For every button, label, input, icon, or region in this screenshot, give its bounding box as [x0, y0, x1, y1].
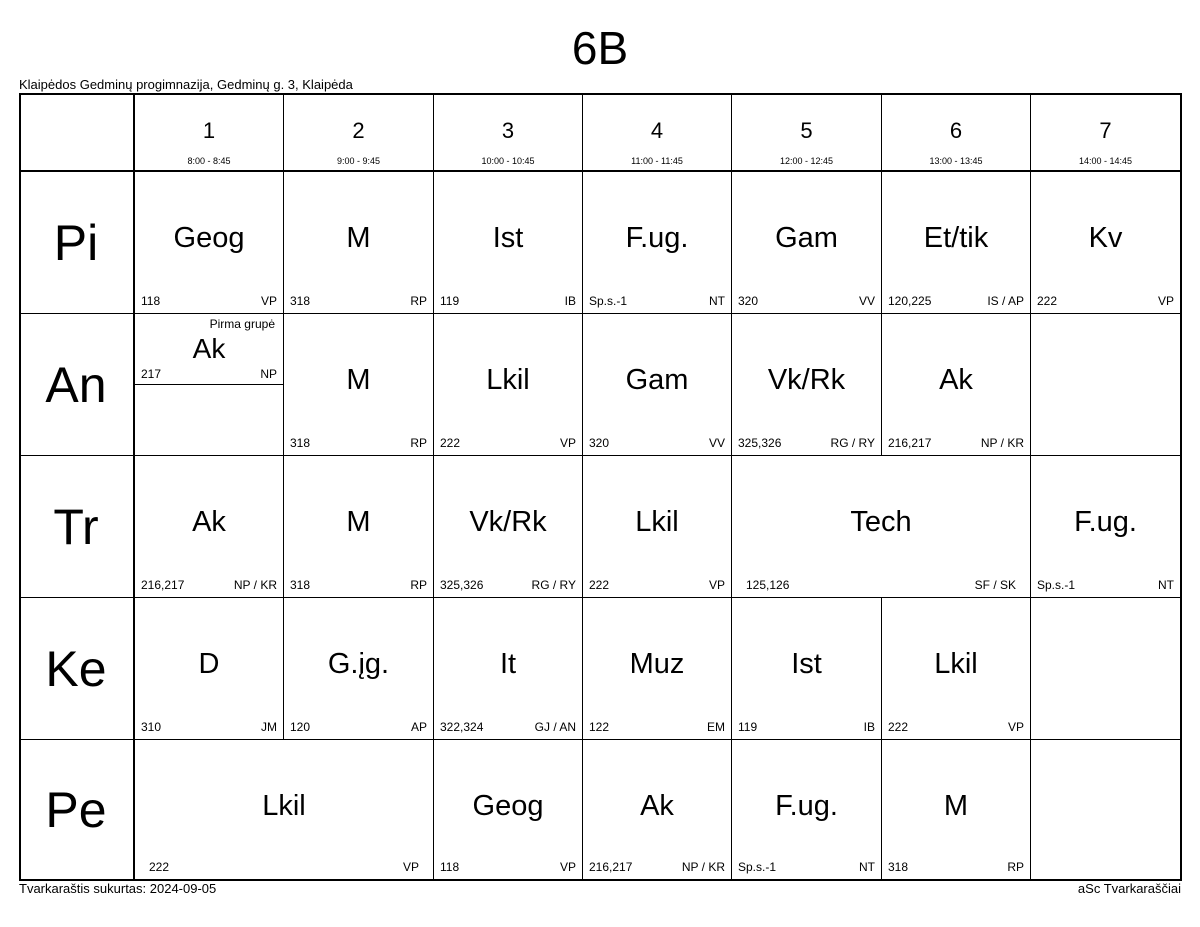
lesson-subject: Lkil: [486, 364, 530, 396]
empty-slot: [1031, 598, 1180, 740]
lesson-teacher: JM: [261, 720, 277, 734]
lesson-room: 222: [589, 578, 610, 592]
lesson-cell: [583, 598, 732, 740]
empty-slot: [1031, 740, 1180, 879]
lesson-cell: [732, 598, 882, 740]
lesson-teacher: IS / AP: [987, 294, 1024, 308]
lesson-subject: Et/tik: [923, 222, 989, 254]
lesson-cell: [135, 598, 284, 740]
period-time: 10:00 - 10:45: [481, 156, 535, 166]
day-name: Tr: [53, 498, 99, 555]
lesson-cell: [434, 314, 583, 456]
lesson-room: 325,326: [440, 578, 484, 592]
lesson-subject: It: [499, 648, 517, 680]
lesson-room: 322,324: [440, 720, 484, 734]
lesson-cell: [882, 314, 1031, 456]
period-header: [1031, 93, 1180, 172]
school-name: Klaipėdos Gedminų progimnazija, Gedminų g. 3, Klaipėda: [19, 77, 353, 92]
lesson-room: 320: [738, 294, 759, 308]
lesson-teacher: NP / KR: [681, 860, 725, 874]
lesson-room: 310: [141, 720, 162, 734]
lesson-room: Sp.s.-1: [738, 860, 777, 874]
lesson-teacher: VP: [1157, 294, 1174, 308]
lesson-cell: [1031, 456, 1180, 598]
lesson-cell: [434, 456, 583, 598]
lesson-teacher: VP: [708, 578, 725, 592]
corner-cell: [19, 93, 135, 172]
period-number: 4: [650, 118, 664, 143]
period-time: 14:00 - 14:45: [1078, 156, 1133, 166]
lesson-room: 217: [141, 367, 162, 381]
lesson-room: 222: [149, 860, 170, 874]
period-time: 12:00 - 12:45: [779, 156, 834, 166]
day-name: Pi: [53, 214, 99, 271]
day-label: [19, 172, 135, 314]
lesson-subject: F.ug.: [1074, 506, 1137, 538]
lesson-room: 222: [1037, 294, 1058, 308]
lesson-room: 318: [290, 436, 311, 450]
lesson-room: 125,126: [746, 578, 790, 592]
lesson-teacher: RP: [410, 436, 427, 450]
lesson-room: 120: [290, 720, 311, 734]
lesson-teacher: VP: [260, 294, 277, 308]
lesson-cell: [135, 456, 284, 598]
day-label: [19, 456, 135, 598]
lesson-cell: [732, 456, 1031, 598]
lesson-subject: G.įg.: [327, 648, 390, 680]
lesson-room: 222: [440, 436, 461, 450]
lesson-teacher: NP: [260, 367, 277, 381]
period-header: [882, 93, 1031, 172]
lesson-teacher: IB: [564, 294, 576, 308]
lesson-room: 120,225: [888, 294, 932, 308]
lesson-room: 325,326: [738, 436, 782, 450]
lesson-room: 318: [290, 294, 311, 308]
lesson-subject: Vk/Rk: [767, 364, 846, 396]
lesson-room: 119: [440, 294, 460, 308]
lesson-teacher: RP: [410, 578, 427, 592]
day-name: Ke: [45, 640, 107, 697]
lesson-teacher: NP / KR: [980, 436, 1024, 450]
half-divider: [135, 384, 283, 385]
lesson-teacher: RP: [410, 294, 427, 308]
lesson-cell: [583, 314, 732, 456]
lesson-room: 216,217: [888, 436, 932, 450]
lesson-cell: [732, 172, 882, 314]
period-time: 9:00 - 9:45: [336, 156, 381, 166]
lesson-teacher: VP: [559, 436, 576, 450]
lesson-cell: [882, 740, 1031, 879]
period-header: [135, 93, 284, 172]
lesson-cell: [135, 740, 434, 879]
created-date: Tvarkaraštis sukurtas: 2024-09-05: [19, 881, 217, 896]
lesson-teacher: RG / RY: [531, 578, 576, 592]
lesson-room: 122: [589, 720, 610, 734]
lesson-subject: F.ug.: [625, 222, 689, 254]
lesson-room: Sp.s.-1: [589, 294, 628, 308]
lesson-cell: [284, 598, 434, 740]
lesson-cell: [583, 740, 732, 879]
lesson-cell: [434, 172, 583, 314]
lesson-subject: Lkil: [635, 506, 679, 538]
period-time: 11:00 - 11:45: [631, 156, 683, 166]
lesson-teacher: NP / KR: [233, 578, 277, 592]
lesson-teacher: NT: [1158, 578, 1174, 592]
lesson-subject: Geog: [472, 790, 544, 822]
lesson-room: 222: [888, 720, 909, 734]
lesson-teacher: GJ / AN: [534, 720, 576, 734]
period-number: 2: [352, 118, 365, 143]
lesson-subject: M: [346, 506, 371, 538]
day-name: Pe: [45, 781, 107, 838]
lesson-subject: M: [346, 364, 371, 396]
lesson-cell: [135, 172, 284, 314]
day-label: [19, 314, 135, 456]
lesson-cell: [882, 598, 1031, 740]
lesson-cell: [284, 314, 434, 456]
lesson-teacher: RP: [1007, 860, 1024, 874]
lesson-subject: M: [943, 790, 969, 822]
day-label: [19, 598, 135, 740]
lesson-subject: Gam: [775, 222, 838, 254]
lesson-subject: Kv: [1088, 222, 1123, 254]
lesson-cell: [135, 314, 284, 456]
lesson-cell: [732, 314, 882, 456]
lesson-subject: Ak: [640, 790, 674, 822]
day-name: An: [45, 356, 107, 413]
lesson-room: 118: [141, 294, 161, 308]
lesson-room: 318: [888, 860, 909, 874]
lesson-teacher: RG / RY: [830, 436, 875, 450]
lesson-room: 318: [290, 578, 311, 592]
empty-slot: [1031, 314, 1180, 456]
lesson-cell: [583, 172, 732, 314]
lesson-room: 216,217: [141, 578, 185, 592]
lesson-cell: [732, 740, 882, 879]
lesson-subject: Ak: [192, 506, 226, 538]
lesson-teacher: VP: [1007, 720, 1024, 734]
period-time: 8:00 - 8:45: [187, 156, 231, 166]
period-number: 6: [949, 118, 963, 143]
lesson-group: Pirma grupė: [209, 317, 275, 331]
software-credit: aSc Tvarkaraščiai: [1077, 881, 1181, 896]
period-header: [284, 93, 434, 172]
lesson-cell: [1031, 172, 1180, 314]
lesson-teacher: IB: [863, 720, 875, 734]
lesson-cell: [434, 740, 583, 879]
lesson-cell: [882, 172, 1031, 314]
lesson-teacher: AP: [410, 720, 427, 734]
lesson-room: 118: [440, 860, 460, 874]
lesson-subject: Ak: [939, 364, 973, 396]
period-number: 5: [800, 118, 813, 143]
lesson-room: 216,217: [589, 860, 633, 874]
lesson-subject: D: [198, 648, 220, 680]
lesson-subject: M: [346, 222, 371, 254]
period-number: 1: [202, 118, 216, 143]
lesson-subject: Ak: [192, 333, 226, 364]
lesson-teacher: NT: [709, 294, 725, 308]
timetable-grid: [19, 93, 1182, 881]
lesson-subject: Ist: [791, 648, 822, 680]
period-number: 7: [1099, 118, 1112, 143]
period-header: [732, 93, 882, 172]
period-header: [434, 93, 583, 172]
lesson-cell: [583, 456, 732, 598]
lesson-teacher: SF / SK: [974, 578, 1016, 592]
lesson-cell: [284, 456, 434, 598]
lesson-teacher: NT: [859, 860, 875, 874]
lesson-subject: Gam: [625, 364, 689, 396]
lesson-subject: Vk/Rk: [469, 506, 547, 538]
lesson-teacher: VP: [559, 860, 576, 874]
lesson-subject: Lkil: [934, 648, 978, 680]
lesson-subject: Ist: [492, 222, 524, 254]
lesson-room: Sp.s.-1: [1037, 578, 1076, 592]
lesson-subject: Geog: [173, 222, 245, 254]
lesson-teacher: VP: [402, 860, 419, 874]
period-time: 13:00 - 13:45: [929, 156, 983, 166]
period-header: [583, 93, 732, 172]
lesson-subject: Lkil: [262, 790, 306, 822]
period-number: 3: [501, 118, 515, 143]
lesson-teacher: VV: [858, 294, 875, 308]
page-title: 6B: [571, 22, 629, 74]
lesson-subject: F.ug.: [775, 790, 838, 822]
lesson-subject: Muz: [629, 648, 685, 680]
day-label: [19, 740, 135, 879]
lesson-teacher: VV: [708, 436, 725, 450]
lesson-room: 119: [738, 720, 758, 734]
lesson-teacher: EM: [707, 720, 725, 734]
lesson-room: 320: [589, 436, 610, 450]
lesson-cell: [434, 598, 583, 740]
lesson-cell: [284, 172, 434, 314]
lesson-subject: Tech: [850, 506, 912, 538]
